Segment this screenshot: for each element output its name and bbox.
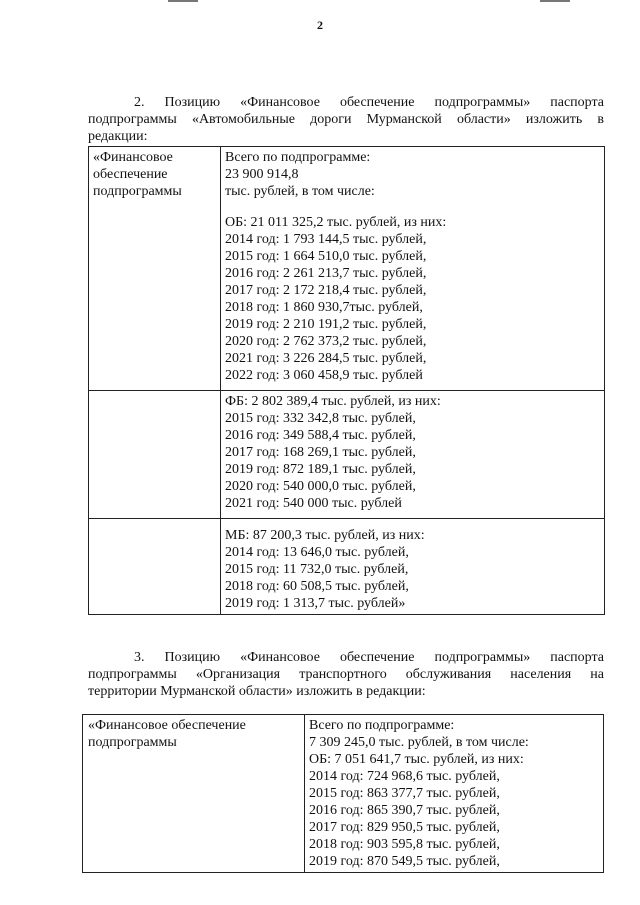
- table-cell-values: [221, 147, 605, 391]
- label-line: обеспечение: [93, 167, 168, 182]
- value-line: 2015 год: 863 377,7 тыс. рублей,: [309, 786, 500, 801]
- label-line: подпрограммы: [93, 184, 182, 199]
- value-line: тыс. рублей, в том числе:: [225, 184, 375, 199]
- value-line: 2014 год: 1 793 144,5 тыс. рублей,: [225, 232, 427, 247]
- value-line: 2018 год: 1 860 930,7тыс. рублей,: [225, 300, 423, 315]
- value-line: 2017 год: 168 269,1 тыс. рублей,: [225, 445, 416, 460]
- value-line: 2019 год: 2 210 191,2 тыс. рублей,: [225, 317, 427, 332]
- table-cell-label: [89, 391, 221, 519]
- value-line: 2019 год: 872 189,1 тыс. рублей,: [225, 462, 416, 477]
- value-line: 7 309 245,0 тыс. рублей, в том числе:: [309, 735, 529, 750]
- table-cell-label: [89, 147, 221, 391]
- scan-artifact: [540, 0, 570, 2]
- value-line: 2015 год: 332 342,8 тыс. рублей,: [225, 411, 416, 426]
- paragraph-line: подпрограммы «Автомобильные дороги Мурманской области» изложить в: [88, 112, 604, 127]
- paragraph-line: редакции:: [88, 129, 148, 144]
- value-line: 2019 год: 1 313,7 тыс. рублей»: [225, 596, 406, 611]
- value-line: 2021 год: 540 000 тыс. рублей: [225, 496, 402, 511]
- table-row: [83, 715, 604, 873]
- value-line: 2016 год: 349 588,4 тыс. рублей,: [225, 428, 416, 443]
- value-line: Всего по подпрограмме:: [309, 718, 455, 733]
- value-line: 2022 год: 3 060 458,9 тыс. рублей: [225, 368, 423, 383]
- value-line: 2015 год: 1 664 510,0 тыс. рублей,: [225, 249, 427, 264]
- value-line: 2018 год: 60 508,5 тыс. рублей,: [225, 579, 409, 594]
- value-line: 2015 год: 11 732,0 тыс. рублей,: [225, 562, 409, 577]
- value-line: Всего по подпрограмме:: [225, 150, 371, 165]
- table-cell-values: [221, 391, 605, 519]
- section-3-finance-table: [82, 714, 604, 873]
- section-2-paragraph: [88, 94, 604, 145]
- label-line: «Финансовое: [93, 150, 173, 165]
- label-line: «Финансовое обеспечение: [88, 718, 246, 733]
- scan-artifact: [168, 0, 198, 2]
- table-row: [89, 147, 605, 391]
- paragraph-line: территории Мурманской области» изложить в редакции:: [88, 684, 426, 699]
- section-2-finance-table: [88, 146, 605, 615]
- table-row: [89, 391, 605, 519]
- table-cell-label: [83, 715, 305, 873]
- paragraph-line: 3. Позицию «Финансовое обеспечение подпрограммы» паспорта: [134, 650, 604, 665]
- value-line: МБ: 87 200,3 тыс. рублей, из них:: [225, 528, 425, 543]
- value-line: 2020 год: 540 000,0 тыс. рублей,: [225, 479, 416, 494]
- value-line: 2019 год: 870 549,5 тыс. рублей,: [309, 854, 500, 869]
- table-cell-values: [221, 519, 605, 615]
- value-line: 2017 год: 2 172 218,4 тыс. рублей,: [225, 283, 427, 298]
- value-line: ФБ: 2 802 389,4 тыс. рублей, из них:: [225, 394, 441, 409]
- value-line: 2016 год: 865 390,7 тыс. рублей,: [309, 803, 500, 818]
- value-line: 2021 год: 3 226 284,5 тыс. рублей,: [225, 351, 427, 366]
- paragraph-line: подпрограммы «Организация транспортного обслуживания населения на: [88, 667, 604, 682]
- table-cell-values: [305, 715, 604, 873]
- page-number: 2: [317, 18, 323, 32]
- value-line: 2020 год: 2 762 373,2 тыс. рублей,: [225, 334, 427, 349]
- value-line: ОБ: 21 011 325,2 тыс. рублей, из них:: [225, 215, 447, 230]
- value-line: 2017 год: 829 950,5 тыс. рублей,: [309, 820, 500, 835]
- table-row: [89, 519, 605, 615]
- paragraph-line: 2. Позицию «Финансовое обеспечение подпрограммы» паспорта: [134, 95, 604, 110]
- section-3-paragraph: [88, 649, 604, 700]
- value-line: 2018 год: 903 595,8 тыс. рублей,: [309, 837, 500, 852]
- label-line: подпрограммы: [88, 735, 177, 750]
- value-line: 23 900 914,8: [225, 167, 299, 182]
- value-line: 2016 год: 2 261 213,7 тыс. рублей,: [225, 266, 427, 281]
- value-line: 2014 год: 13 646,0 тыс. рублей,: [225, 545, 409, 560]
- spacer: [225, 200, 600, 214]
- table-cell-label: [89, 519, 221, 615]
- value-line: 2014 год: 724 968,6 тыс. рублей,: [309, 769, 500, 784]
- value-line: ОБ: 7 051 641,7 тыс. рублей, из них:: [309, 752, 524, 767]
